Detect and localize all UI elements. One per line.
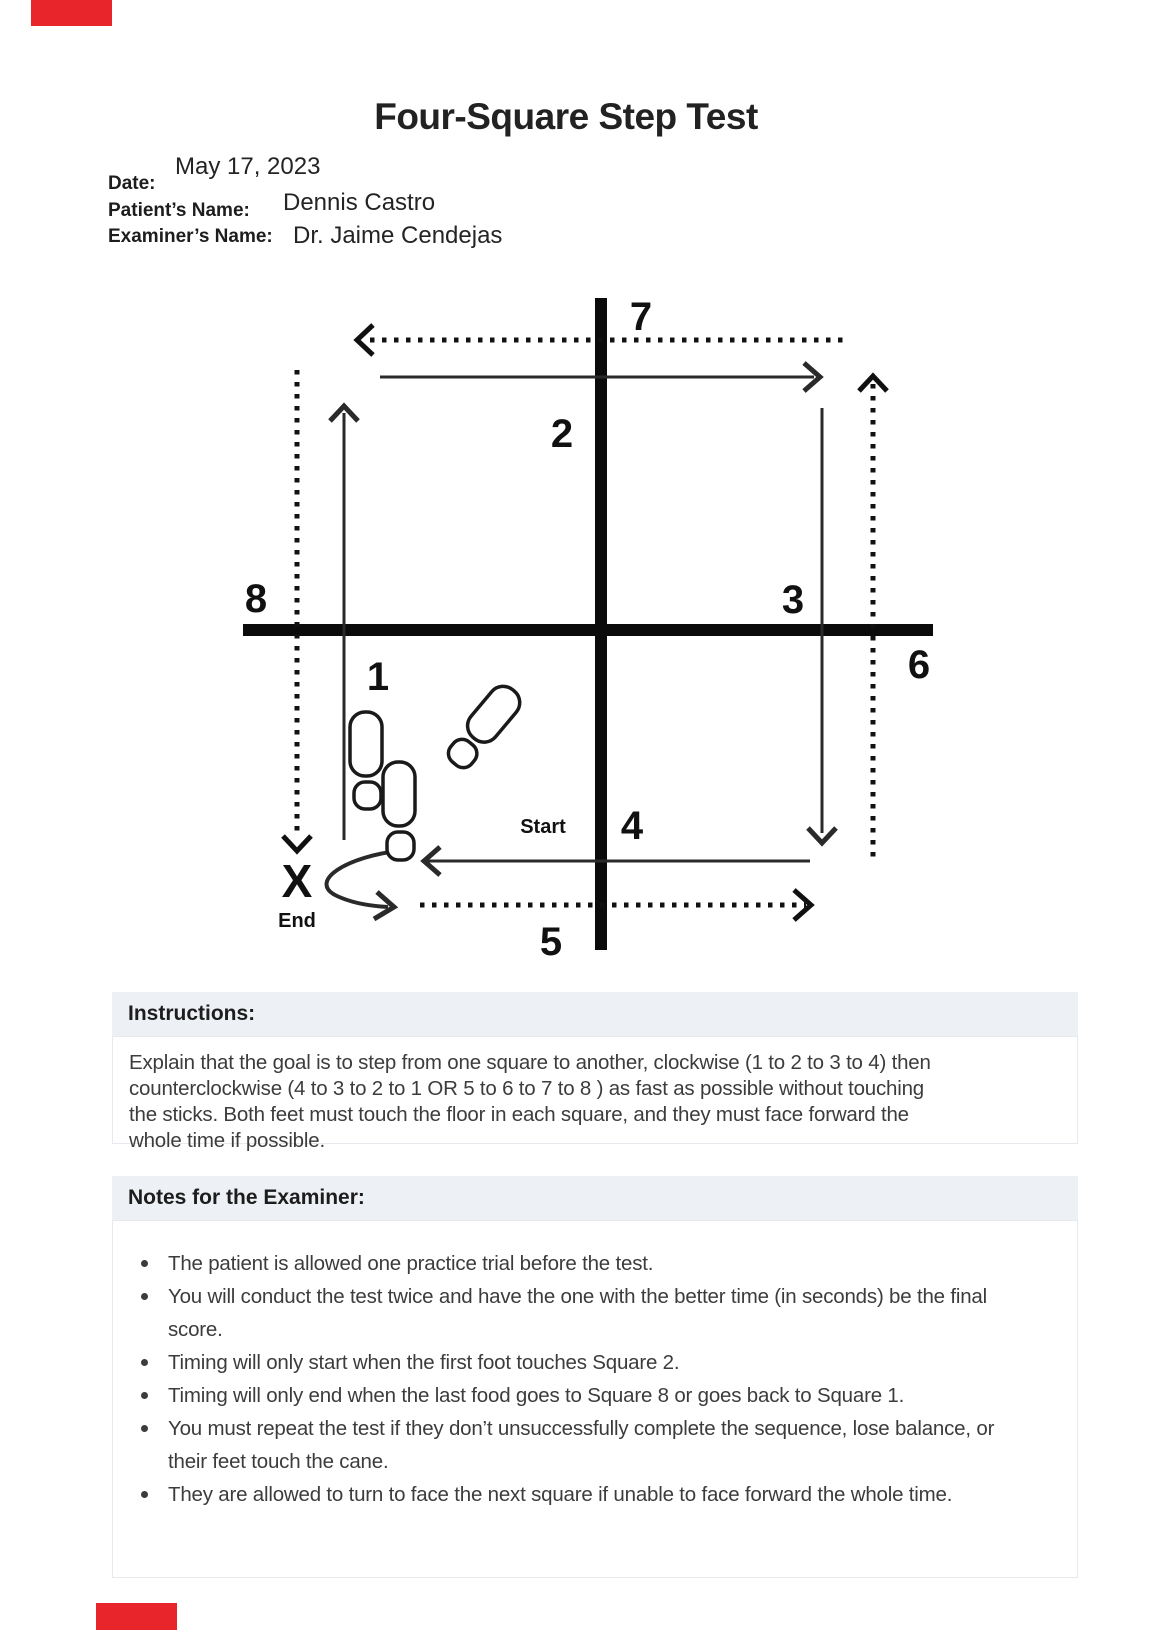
instructions-heading: Instructions:: [112, 992, 1078, 1036]
footprints-icon: [350, 680, 526, 860]
note-item: You will conduct the test twice and have the one with the better time (in seconds) be the final score.: [113, 1280, 1077, 1346]
date-label: Date:: [108, 173, 156, 194]
note-item: The patient is allowed one practice trial before the test.: [113, 1247, 1077, 1280]
instructions-line: the sticks. Both feet must touch the floor in each square, and they must face forward the: [129, 1103, 909, 1126]
arrowhead-down-left: [283, 836, 311, 851]
end-label: End: [278, 910, 316, 932]
square-label-1: 1: [366, 655, 390, 699]
patient-name-field[interactable]: Dennis Castro: [283, 189, 436, 216]
square-label-6: 6: [907, 643, 931, 687]
arrowhead-up-right: [859, 376, 887, 391]
square-label-2: 2: [550, 412, 574, 456]
square-label-7: 7: [629, 295, 653, 339]
examiner-name-label: Examiner’s Name:: [108, 226, 273, 247]
start-label: Start: [520, 816, 566, 838]
instructions-line: whole time if possible.: [129, 1129, 325, 1152]
date-field[interactable]: May 17, 2023: [175, 153, 321, 180]
notes-heading: Notes for the Examiner:: [112, 1176, 1078, 1220]
instructions-line: counterclockwise (4 to 3 to 2 to 1 OR 5 to 6 to 7 to 8 ) as fast as possible without touching: [129, 1077, 925, 1100]
page-title: Four-Square Step Test: [374, 96, 758, 137]
note-item: Timing will only start when the first foot touches Square 2.: [113, 1346, 1077, 1379]
square-label-4: 4: [620, 804, 644, 848]
note-item: They are allowed to turn to face the next square if unable to face forward the whole time.: [113, 1478, 1077, 1511]
examiner-name-field[interactable]: Dr. Jaime Cendejas: [293, 222, 503, 249]
end-x-marker: X: [281, 855, 313, 907]
patient-name-label: Patient’s Name:: [108, 200, 250, 221]
instructions-text: [112, 1036, 1078, 1152]
square-label-5: 5: [539, 920, 563, 960]
four-square-diagram: [230, 280, 940, 960]
accent-bar-bottom: [96, 1603, 177, 1630]
square-label-3: 3: [781, 578, 805, 622]
note-item: You must repeat the test if they don’t unsuccessfully complete the sequence, lose balance, or their feet touch the cane.: [113, 1412, 1077, 1478]
instructions-line: Explain that the goal is to step from one square to another, clockwise (1 to 2 to 3 to 4) then: [129, 1051, 931, 1074]
arrowhead-right-bottom: [794, 890, 811, 920]
accent-bar-top: [31, 0, 112, 26]
square-label-8: 8: [244, 577, 268, 621]
note-item: Timing will only end when the last food goes to Square 8 or goes back to Square 1.: [113, 1379, 1077, 1412]
notes-list: [112, 1220, 1078, 1578]
